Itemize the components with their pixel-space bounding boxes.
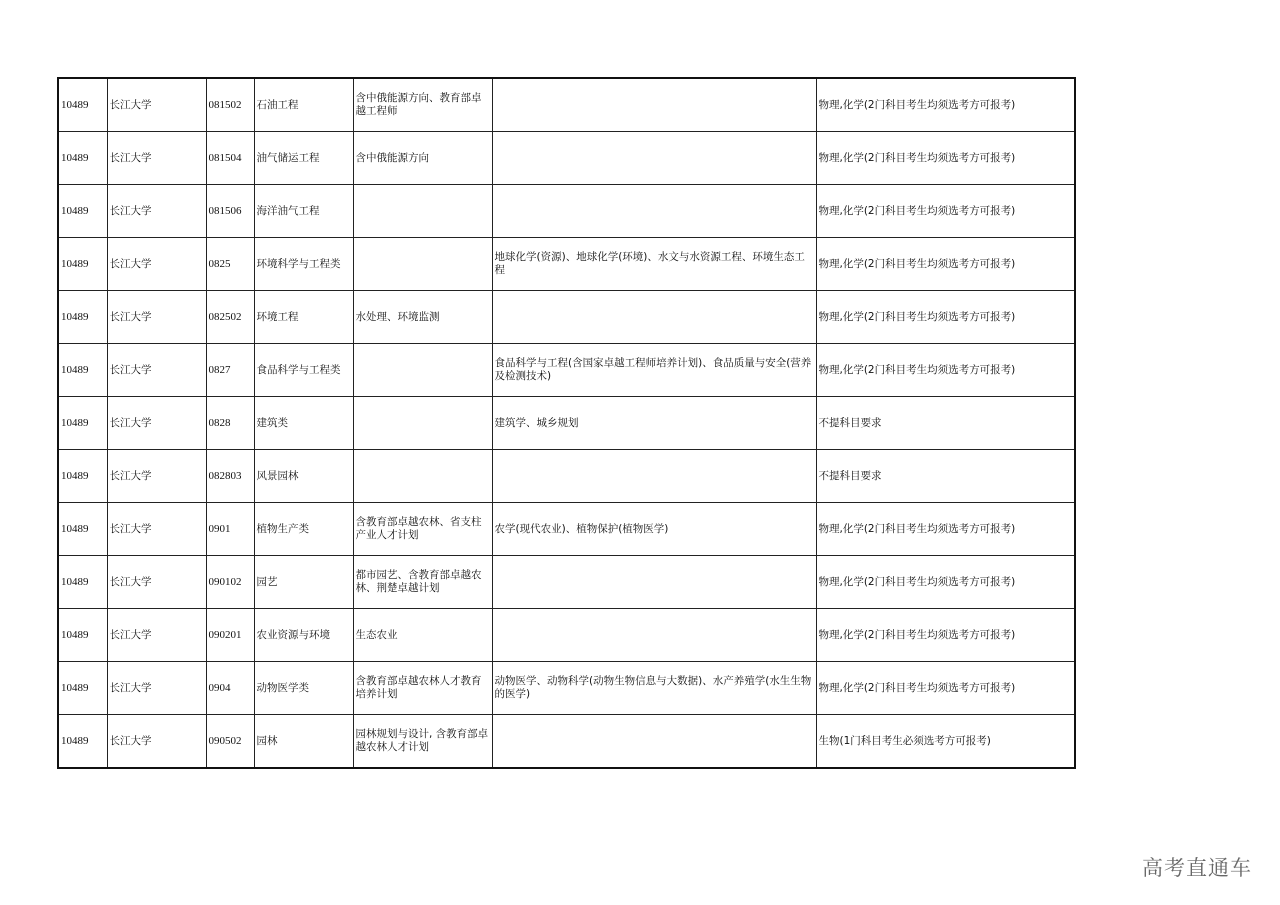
major-note-cell xyxy=(353,397,492,450)
school-name-cell: 长江大学 xyxy=(107,609,206,662)
school-code-cell: 10489 xyxy=(58,238,107,291)
subject-requirement-cell: 不提科目要求 xyxy=(816,397,1075,450)
major-name-cell: 环境工程 xyxy=(254,291,353,344)
school-name-cell: 长江大学 xyxy=(107,397,206,450)
table-row xyxy=(58,397,1075,450)
major-note-cell: 含教育部卓越农林、省支柱产业人才计划 xyxy=(353,503,492,556)
major-code-cell: 081502 xyxy=(206,78,254,132)
subject-requirement-cell: 物理,化学(2门科目考生均须选考方可报考) xyxy=(816,185,1075,238)
table-row xyxy=(58,238,1075,291)
major-note-cell xyxy=(353,185,492,238)
subject-requirement-cell: 物理,化学(2门科目考生均须选考方可报考) xyxy=(816,132,1075,185)
major-name-cell: 风景园林 xyxy=(254,450,353,503)
table-row xyxy=(58,185,1075,238)
table-row xyxy=(58,556,1075,609)
major-name-cell: 园林 xyxy=(254,715,353,769)
included-majors-cell: 建筑学、城乡规划 xyxy=(492,397,816,450)
included-majors-cell: 地球化学(资源)、地球化学(环境)、水文与水资源工程、环境生态工程 xyxy=(492,238,816,291)
major-code-cell: 0825 xyxy=(206,238,254,291)
school-code-cell: 10489 xyxy=(58,609,107,662)
major-note-cell: 含中俄能源方向、教育部卓越工程师 xyxy=(353,78,492,132)
school-code-cell: 10489 xyxy=(58,78,107,132)
included-majors-cell xyxy=(492,609,816,662)
subject-requirement-cell: 物理,化学(2门科目考生均须选考方可报考) xyxy=(816,556,1075,609)
school-name-cell: 长江大学 xyxy=(107,503,206,556)
major-note-cell: 都市园艺、含教育部卓越农林、荆楚卓越计划 xyxy=(353,556,492,609)
major-code-cell: 082803 xyxy=(206,450,254,503)
major-name-cell: 食品科学与工程类 xyxy=(254,344,353,397)
major-note-cell: 含中俄能源方向 xyxy=(353,132,492,185)
major-name-cell: 海洋油气工程 xyxy=(254,185,353,238)
included-majors-cell: 农学(现代农业)、植物保护(植物医学) xyxy=(492,503,816,556)
school-name-cell: 长江大学 xyxy=(107,344,206,397)
subject-requirement-cell: 物理,化学(2门科目考生均须选考方可报考) xyxy=(816,662,1075,715)
major-code-cell: 081506 xyxy=(206,185,254,238)
school-code-cell: 10489 xyxy=(58,397,107,450)
major-code-cell: 0901 xyxy=(206,503,254,556)
included-majors-cell xyxy=(492,132,816,185)
included-majors-cell xyxy=(492,185,816,238)
subject-requirement-cell: 物理,化学(2门科目考生均须选考方可报考) xyxy=(816,344,1075,397)
major-name-cell: 动物医学类 xyxy=(254,662,353,715)
school-name-cell: 长江大学 xyxy=(107,662,206,715)
major-code-cell: 090502 xyxy=(206,715,254,769)
major-code-cell: 090102 xyxy=(206,556,254,609)
school-code-cell: 10489 xyxy=(58,556,107,609)
school-code-cell: 10489 xyxy=(58,450,107,503)
school-name-cell: 长江大学 xyxy=(107,715,206,769)
admission-requirements-table xyxy=(57,77,1076,769)
included-majors-cell xyxy=(492,291,816,344)
table-row xyxy=(58,450,1075,503)
subject-requirement-cell: 物理,化学(2门科目考生均须选考方可报考) xyxy=(816,78,1075,132)
major-name-cell: 石油工程 xyxy=(254,78,353,132)
subject-requirement-cell: 物理,化学(2门科目考生均须选考方可报考) xyxy=(816,291,1075,344)
major-note-cell: 生态农业 xyxy=(353,609,492,662)
major-name-cell: 油气储运工程 xyxy=(254,132,353,185)
subject-requirement-cell: 物理,化学(2门科目考生均须选考方可报考) xyxy=(816,238,1075,291)
subject-requirement-cell: 物理,化学(2门科目考生均须选考方可报考) xyxy=(816,609,1075,662)
included-majors-cell xyxy=(492,715,816,769)
school-code-cell: 10489 xyxy=(58,185,107,238)
school-name-cell: 长江大学 xyxy=(107,291,206,344)
included-majors-cell: 食品科学与工程(含国家卓越工程师培养计划)、食品质量与安全(营养及检测技术) xyxy=(492,344,816,397)
major-name-cell: 植物生产类 xyxy=(254,503,353,556)
included-majors-cell xyxy=(492,450,816,503)
major-code-cell: 0827 xyxy=(206,344,254,397)
major-code-cell: 090201 xyxy=(206,609,254,662)
school-code-cell: 10489 xyxy=(58,503,107,556)
watermark-logo: 高考直通车 xyxy=(1142,856,1252,880)
subject-requirement-cell: 生物(1门科目考生必须选考方可报考) xyxy=(816,715,1075,769)
major-name-cell: 建筑类 xyxy=(254,397,353,450)
table-row xyxy=(58,609,1075,662)
major-code-cell: 0828 xyxy=(206,397,254,450)
school-code-cell: 10489 xyxy=(58,662,107,715)
school-name-cell: 长江大学 xyxy=(107,450,206,503)
table-row xyxy=(58,715,1075,769)
major-code-cell: 0904 xyxy=(206,662,254,715)
school-name-cell: 长江大学 xyxy=(107,78,206,132)
school-code-cell: 10489 xyxy=(58,715,107,769)
subject-requirement-cell: 不提科目要求 xyxy=(816,450,1075,503)
major-code-cell: 081504 xyxy=(206,132,254,185)
major-note-cell xyxy=(353,450,492,503)
major-note-cell: 含教育部卓越农林人才教育培养计划 xyxy=(353,662,492,715)
major-note-cell: 水处理、环境监测 xyxy=(353,291,492,344)
school-name-cell: 长江大学 xyxy=(107,132,206,185)
school-name-cell: 长江大学 xyxy=(107,185,206,238)
school-name-cell: 长江大学 xyxy=(107,238,206,291)
table-row xyxy=(58,503,1075,556)
school-code-cell: 10489 xyxy=(58,132,107,185)
school-name-cell: 长江大学 xyxy=(107,556,206,609)
major-name-cell: 环境科学与工程类 xyxy=(254,238,353,291)
included-majors-cell: 动物医学、动物科学(动物生物信息与大数据)、水产养殖学(水生生物的医学) xyxy=(492,662,816,715)
major-note-cell xyxy=(353,238,492,291)
school-code-cell: 10489 xyxy=(58,291,107,344)
table-row xyxy=(58,344,1075,397)
table-row xyxy=(58,132,1075,185)
major-note-cell xyxy=(353,344,492,397)
included-majors-cell xyxy=(492,78,816,132)
major-code-cell: 082502 xyxy=(206,291,254,344)
school-code-cell: 10489 xyxy=(58,344,107,397)
major-note-cell: 园林规划与设计, 含教育部卓越农林人才计划 xyxy=(353,715,492,769)
major-name-cell: 农业资源与环境 xyxy=(254,609,353,662)
table-row xyxy=(58,291,1075,344)
table-body xyxy=(58,78,1075,768)
table-row xyxy=(58,78,1075,132)
included-majors-cell xyxy=(492,556,816,609)
subject-requirement-cell: 物理,化学(2门科目考生均须选考方可报考) xyxy=(816,503,1075,556)
table-row xyxy=(58,662,1075,715)
major-name-cell: 园艺 xyxy=(254,556,353,609)
